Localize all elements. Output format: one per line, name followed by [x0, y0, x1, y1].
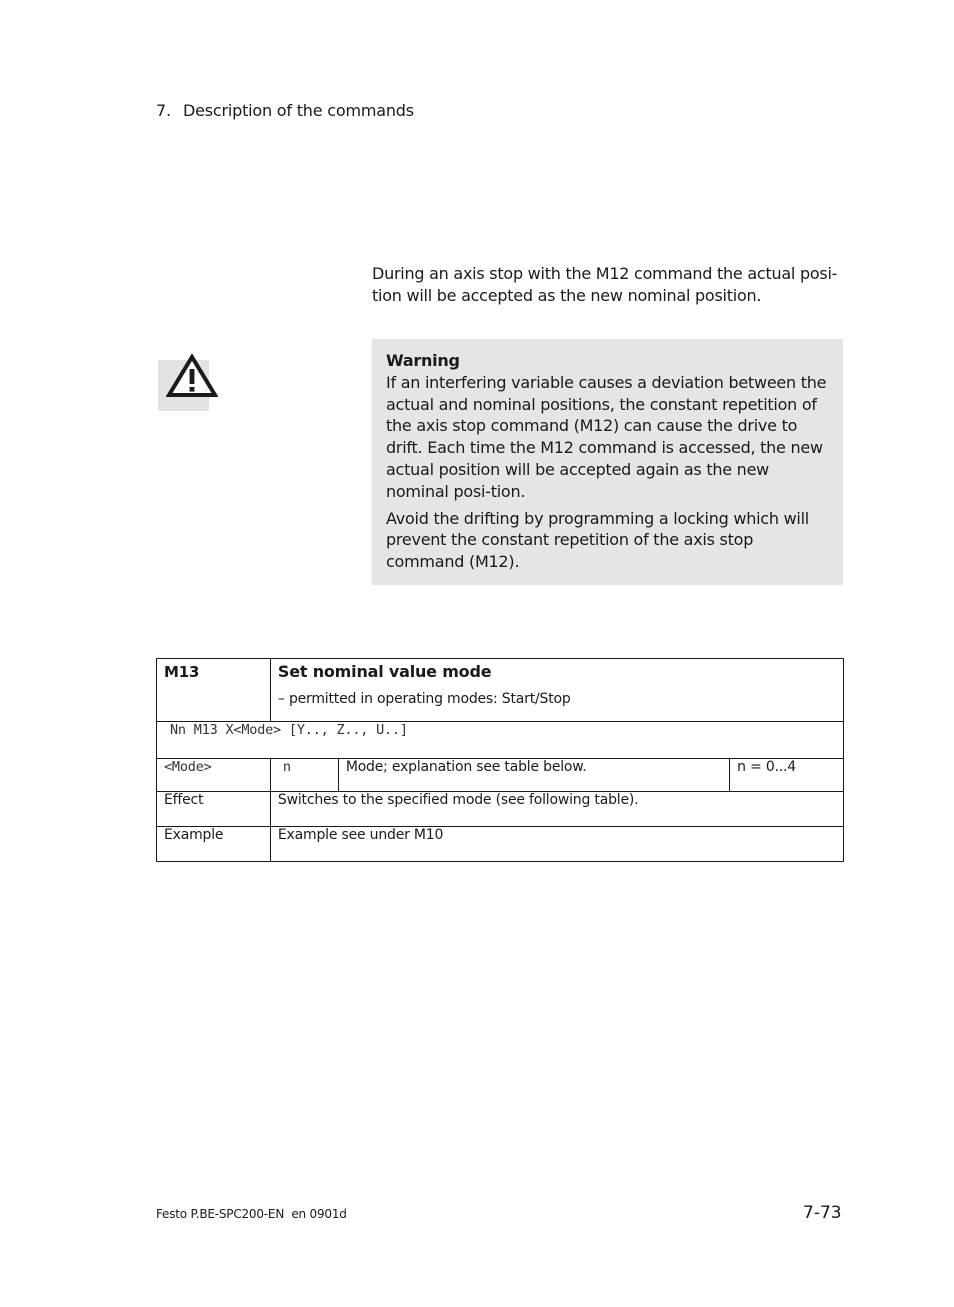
warning-title: Warning [386, 351, 460, 370]
command-code: M13 [157, 659, 271, 722]
example-label: Example [157, 827, 271, 862]
parameter-description: Mode; explanation see table below. [338, 759, 729, 792]
parameter-row [157, 759, 844, 792]
section-title: Description of the commands [183, 101, 414, 120]
warning-paragraph-2: Avoid the drifting by programming a locking which will prevent the constant repetition of the axis stop command (M12). [386, 508, 809, 572]
intro-paragraph: During an axis stop with the M12 command the actual posi-tion will be accepted as the new nominal position. [372, 264, 838, 305]
section-heading [156, 101, 414, 120]
example-value: Example see under M10 [270, 827, 843, 862]
warning-triangle-icon [158, 354, 218, 412]
parameter-range: n = 0...4 [730, 759, 844, 792]
effect-row [157, 792, 844, 827]
section-number: 7. [156, 101, 171, 120]
command-table [156, 658, 844, 862]
command-syntax: Nn M13 X<Mode> [Y.., Z.., U..] [157, 722, 844, 759]
command-subtitle: – permitted in operating modes: Start/Stop [277, 691, 571, 707]
example-row [157, 827, 844, 862]
parameter-type: n [270, 759, 338, 792]
command-title: Set nominal value mode [277, 662, 492, 681]
parameter-name: <Mode> [157, 759, 271, 792]
warning-box [372, 339, 843, 585]
page-number: 7-73 [803, 1203, 842, 1223]
command-header-row [157, 659, 844, 722]
effect-value: Switches to the specified mode (see following table). [270, 792, 843, 827]
syntax-row [157, 722, 844, 759]
footer-document-id: Festo P.BE-SPC200-EN en 0901d [156, 1207, 347, 1221]
warning-paragraph-1: If an interfering variable causes a deviation between the actual and nominal positions, the constant repetition of the axis stop command (M12) can cause the drive to drift. Each time the M12 command is accessed, the new actual position will be accepted again as the new nominal posi-tion. [386, 372, 827, 501]
effect-label: Effect [157, 792, 271, 827]
command-title-cell [270, 659, 843, 722]
